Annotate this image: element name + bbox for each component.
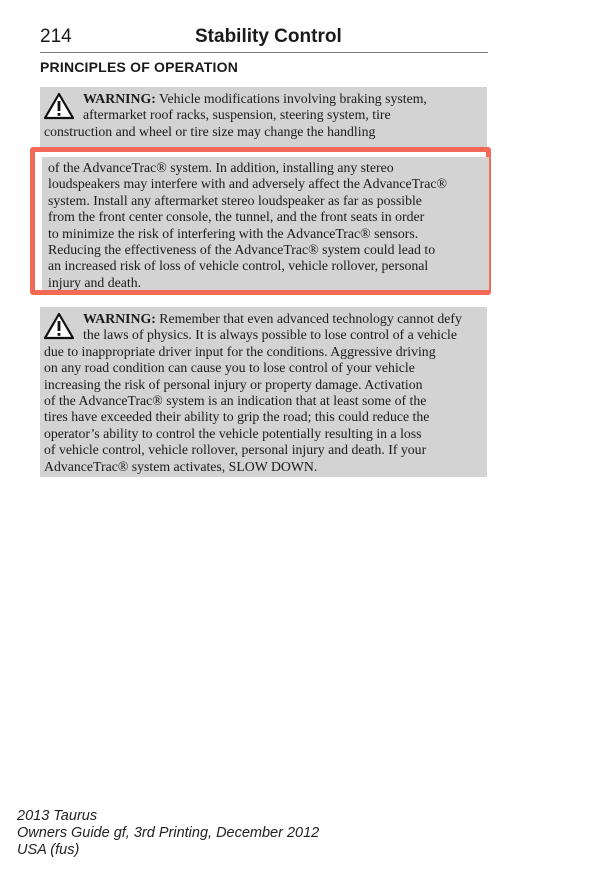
highlighted-text	[48, 160, 447, 291]
warning-2-line: AdvanceTrac® system activates, SLOW DOWN.	[44, 458, 318, 474]
warning-label: WARNING:	[83, 311, 156, 326]
highlighted-warning-continuation	[42, 157, 489, 290]
footer-edition: Owners Guide gf, 3rd Printing, December 2012	[17, 825, 320, 841]
page-number: 214	[40, 26, 72, 47]
warning-2-line: increasing the risk of personal injury or property damage. Activation	[44, 376, 423, 392]
page-title: Stability Control	[195, 26, 342, 47]
document-footer	[17, 808, 319, 859]
footer-region: USA (fus)	[17, 842, 80, 858]
warning-2-line: on any road condition can cause you to lose control of your vehicle	[44, 360, 415, 376]
highlighted-line: to minimize the risk of interfering with the AdvanceTrac® sensors.	[48, 225, 419, 241]
warning-box-1	[40, 87, 487, 151]
highlighted-line: an increased risk of loss of vehicle control, vehicle rollover, personal	[48, 258, 429, 274]
warning-2-line: of the AdvanceTrac® system is an indication that at least some of the	[44, 393, 427, 409]
warning-1-text	[44, 91, 483, 140]
warning-2-line: due to inappropriate driver input for the conditions. Aggressive driving	[44, 343, 436, 359]
highlighted-line: loudspeakers may interfere with and adversely affect the AdvanceTrac®	[48, 176, 447, 192]
warning-2-line: tires have exceeded their ability to grip the road; this could reduce the	[44, 409, 430, 425]
warning-1-line: construction and wheel or tire size may change the handling	[44, 123, 376, 139]
footer-model: 2013 Taurus	[17, 808, 98, 824]
warning-1-line: aftermarket roof racks, suspension, steering system, tire	[83, 107, 391, 123]
warning-box-2	[40, 307, 487, 477]
highlighted-line: of the AdvanceTrac® system. In addition, installing any stereo	[48, 160, 394, 175]
section-heading: PRINCIPLES OF OPERATION	[40, 59, 239, 75]
highlighted-line: system. Install any aftermarket stereo loudspeaker as far as possible	[48, 192, 422, 208]
warning-2-line: the laws of physics. It is always possible to lose control of a vehicle	[83, 327, 457, 343]
warning-label: WARNING:	[83, 91, 156, 106]
highlighted-line: Reducing the effectiveness of the AdvanceTrac® system could lead to	[48, 242, 436, 258]
highlight-frame	[30, 147, 491, 295]
warning-2-first-line: Remember that even advanced technology cannot defy	[159, 311, 462, 326]
highlighted-line: from the front center console, the tunnel, and the front seats in order	[48, 209, 425, 225]
warning-2-line	[44, 311, 483, 327]
page-header	[40, 26, 488, 53]
warning-2-text	[44, 311, 483, 475]
highlighted-line: injury and death.	[48, 274, 142, 290]
warning-1-first-line: Vehicle modifications involving braking system,	[159, 91, 427, 106]
warning-2-line: operator’s ability to control the vehicle potentially resulting in a loss	[44, 425, 422, 441]
warning-1-line	[44, 91, 483, 107]
warning-2-line: of vehicle control, vehicle rollover, personal injury and death. If your	[44, 442, 427, 458]
